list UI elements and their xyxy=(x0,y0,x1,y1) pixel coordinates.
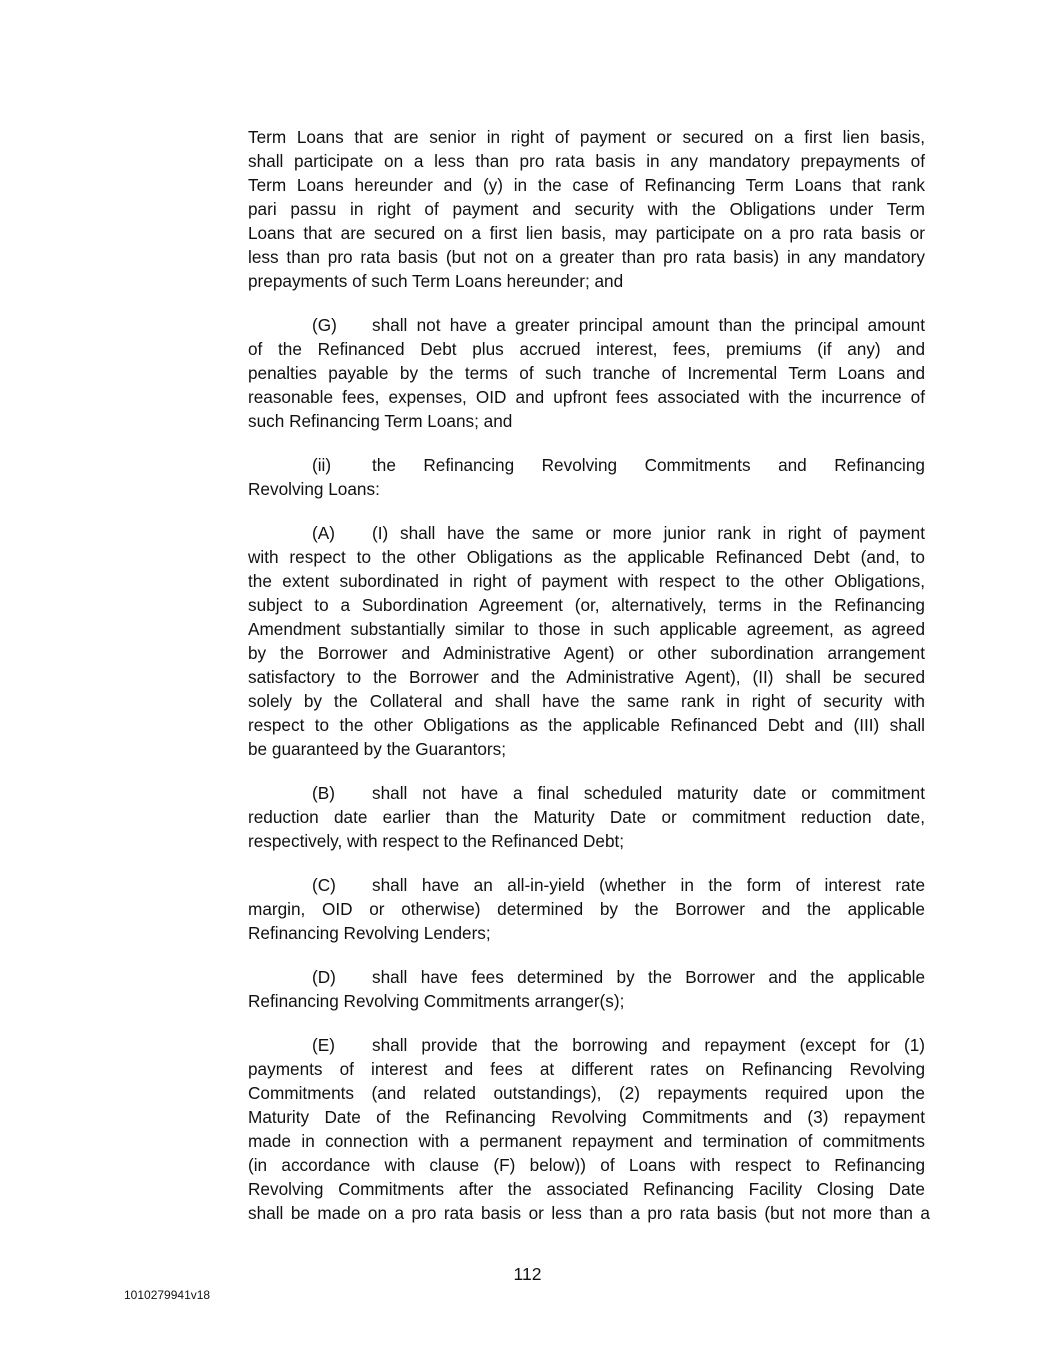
text-line xyxy=(248,781,925,805)
paragraph xyxy=(248,873,925,945)
line-text: shall provide that the borrowing and repayment (except for (1) xyxy=(372,1035,925,1055)
paragraph xyxy=(248,1033,930,1225)
text-line xyxy=(248,965,925,989)
paragraph xyxy=(248,521,925,761)
clause-label: (E) xyxy=(312,1035,335,1055)
text-line: prepayments of such Term Loans hereunder; and xyxy=(248,271,624,291)
paragraph xyxy=(248,965,925,1013)
document-body xyxy=(248,125,930,1245)
text-line: reduction date earlier than the Maturity Date or commitment reduction date, xyxy=(248,807,925,827)
text-line xyxy=(248,873,925,897)
text-line: Commitments (and related outstandings), (2) repayments required upon the xyxy=(248,1083,925,1103)
text-line: respectively, with respect to the Refinanced Debt; xyxy=(248,831,625,851)
text-line: Refinancing Revolving Commitments arranger(s); xyxy=(248,991,625,1011)
text-line: by the Borrower and Administrative Agent) or other subordination arrangement xyxy=(248,643,925,663)
text-line: made in connection with a permanent repayment and termination of commitments xyxy=(248,1131,925,1151)
text-line: less than pro rata basis (but not on a greater than pro rata basis) in any mandatory xyxy=(248,247,925,267)
text-line: reasonable fees, expenses, OID and upfront fees associated with the incurrence of xyxy=(248,387,925,407)
text-line xyxy=(248,521,925,545)
text-line: Loans that are secured on a first lien basis, may participate on a pro rata basis or xyxy=(248,223,925,243)
text-line: (in accordance with clause (F) below)) of Loans with respect to Refinancing xyxy=(248,1155,925,1175)
text-line: subject to a Subordination Agreement (or, alternatively, terms in the Refinancing xyxy=(248,595,925,615)
clause-label: (B) xyxy=(312,783,335,803)
clause-label: (ii) xyxy=(312,455,332,475)
text-line: of the Refinanced Debt plus accrued interest, fees, premiums (if any) and xyxy=(248,339,925,359)
line-text: shall have an all-in-yield (whether in the form of interest rate xyxy=(372,875,925,895)
paragraph xyxy=(248,453,925,501)
text-line: satisfactory to the Borrower and the Administrative Agent), (II) shall be secured xyxy=(248,667,925,687)
text-line: Amendment substantially similar to those in such applicable agreement, as agreed xyxy=(248,619,925,639)
line-text: shall not have a final scheduled maturity date or commitment xyxy=(372,783,925,803)
text-line: such Refinancing Term Loans; and xyxy=(248,411,513,431)
text-line: Maturity Date of the Refinancing Revolving Commitments and (3) repayment xyxy=(248,1107,925,1127)
clause-label: (C) xyxy=(312,875,336,895)
clause-label: (A) xyxy=(312,523,335,543)
text-line: pari passu in right of payment and security with the Obligations under Term xyxy=(248,199,925,219)
text-line: be guaranteed by the Guarantors; xyxy=(248,739,506,759)
text-line: penalties payable by the terms of such tranche of Incremental Term Loans and xyxy=(248,363,925,383)
text-line: payments of interest and fees at different rates on Refinancing Revolving xyxy=(248,1059,925,1079)
document-id: 1010279941v18 xyxy=(124,1288,211,1302)
text-line: respect to the other Obligations as the applicable Refinanced Debt and (III) shall xyxy=(248,715,925,735)
clause-label: (D) xyxy=(312,967,336,987)
paragraph xyxy=(248,125,925,293)
text-line: margin, OID or otherwise) determined by the Borrower and the applicable xyxy=(248,899,925,919)
text-line xyxy=(248,453,925,477)
line-text: the Refinancing Revolving Commitments and Refinancing xyxy=(372,455,925,475)
text-line xyxy=(248,313,925,337)
line-text: shall have fees determined by the Borrower and the applicable xyxy=(372,967,925,987)
text-line: Term Loans hereunder and (y) in the case of Refinancing Term Loans that rank xyxy=(248,175,925,195)
text-line: Term Loans that are senior in right of payment or secured on a first lien basis, xyxy=(248,127,925,147)
text-line: solely by the Collateral and shall have the same rank in right of security with xyxy=(248,691,925,711)
text-line: with respect to the other Obligations as the applicable Refinanced Debt (and, to xyxy=(248,547,925,567)
line-text: (I) shall have the same or more junior rank in right of payment xyxy=(372,523,925,543)
text-line: Revolving Loans: xyxy=(248,479,380,499)
text-line: the extent subordinated in right of payment with respect to the other Obligations, xyxy=(248,571,925,591)
paragraph xyxy=(248,313,925,433)
text-line: Refinancing Revolving Lenders; xyxy=(248,923,491,943)
line-text: shall not have a greater principal amount than the principal amount xyxy=(372,315,925,335)
paragraph xyxy=(248,781,925,853)
text-line: shall be made on a pro rata basis or less than a pro rata basis (but not more than a xyxy=(248,1203,930,1223)
page-number: 112 xyxy=(513,1264,542,1284)
clause-label: (G) xyxy=(312,315,337,335)
text-line: Revolving Commitments after the associated Refinancing Facility Closing Date xyxy=(248,1179,925,1199)
text-line xyxy=(248,1033,925,1057)
text-line: shall participate on a less than pro rata basis in any mandatory prepayments of xyxy=(248,151,925,171)
